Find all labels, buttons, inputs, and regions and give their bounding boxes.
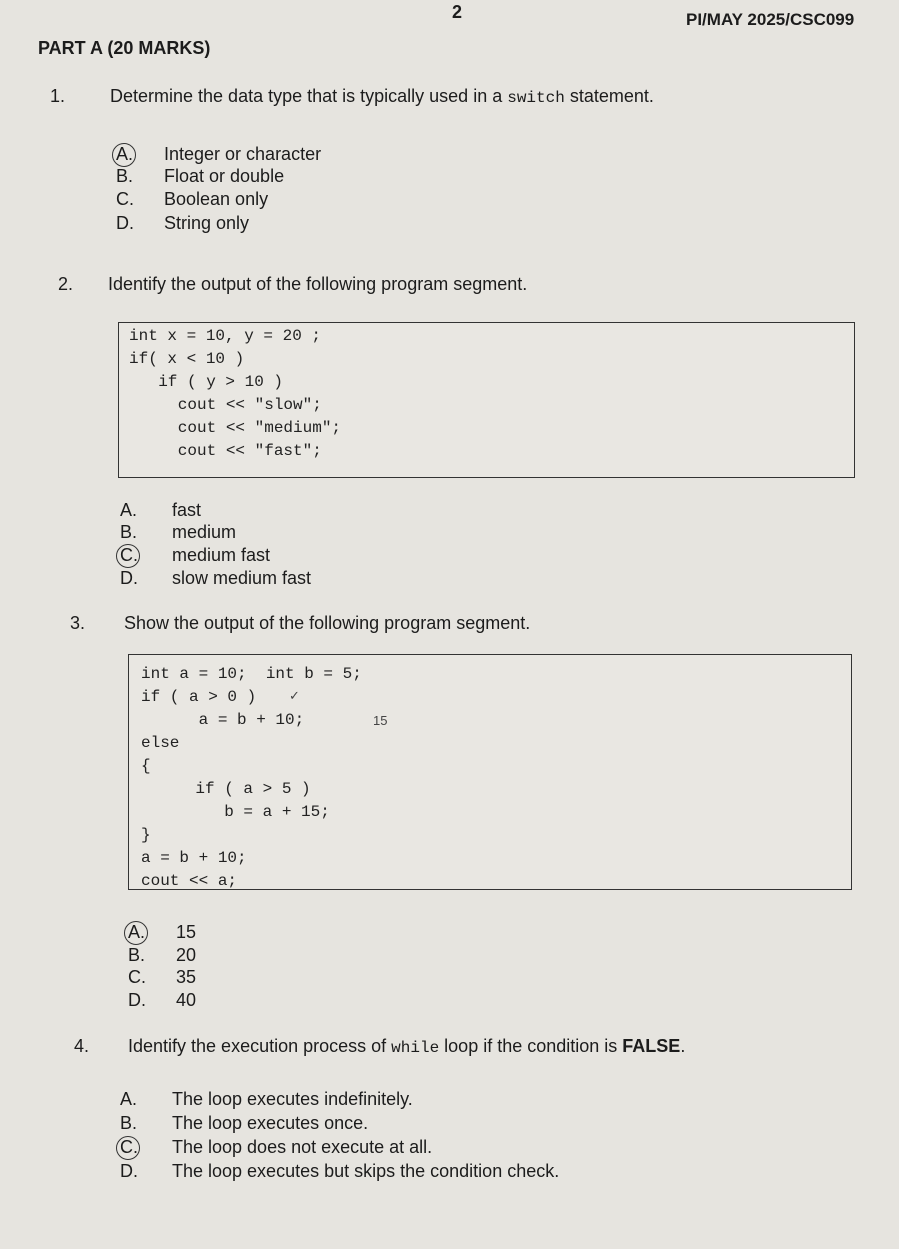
- code-line: if ( a > 0 ): [141, 688, 257, 706]
- option-text: slow medium fast: [172, 568, 312, 588]
- option-letter: D.: [120, 1161, 138, 1181]
- option-letter: B.: [120, 522, 138, 542]
- option-letter: A.: [120, 1089, 138, 1109]
- option-text: The loop executes once.: [172, 1113, 369, 1133]
- option-letter: B.: [120, 1113, 138, 1133]
- option-letter: A.: [128, 922, 146, 942]
- option-text: fast: [172, 500, 202, 520]
- code-line: cout << "medium";: [149, 419, 342, 437]
- code-line: int x = 10, y = 20 ;: [129, 327, 322, 345]
- question-number: 2.: [58, 274, 74, 294]
- code-box: [128, 654, 852, 890]
- page-number: 2: [452, 2, 463, 22]
- option-letter: A.: [120, 500, 138, 520]
- code-line: int a = 10; int b = 5;: [141, 665, 362, 683]
- code-line: b = a + 15;: [157, 803, 330, 821]
- question-text: Identify the output of the following program segment.: [108, 274, 528, 294]
- handwritten-note: 15: [373, 713, 388, 728]
- option-text: The loop executes indefinitely.: [172, 1089, 413, 1109]
- code-box: [118, 322, 855, 478]
- code-line: }: [141, 826, 151, 844]
- option-text: 20: [176, 945, 197, 965]
- handwritten-tick: ✓: [289, 688, 300, 703]
- question-number: 4.: [74, 1036, 90, 1056]
- option-text: Float or double: [164, 166, 285, 186]
- option-text: 15: [176, 922, 197, 942]
- option-letter: C.: [120, 1137, 138, 1157]
- code-line: a = b + 10;: [141, 849, 247, 867]
- exam-reference: PI/MAY 2025/CSC099: [686, 10, 855, 29]
- code-line: cout << a;: [141, 872, 238, 890]
- question-number: 3.: [70, 613, 86, 633]
- option-letter: C.: [116, 189, 134, 209]
- option-letter: C.: [120, 545, 138, 565]
- option-text: medium: [172, 522, 237, 542]
- code-line: a = b + 10;: [141, 711, 305, 729]
- question-text: Identify the execution process of while loop if the condition is FALSE.: [128, 1036, 686, 1057]
- option-text: medium fast: [172, 545, 271, 565]
- code-line: if ( a > 5 ): [157, 780, 311, 798]
- question-text: Show the output of the following program segment.: [124, 613, 531, 633]
- option-letter: C.: [128, 967, 146, 987]
- option-text: The loop executes but skips the condition check.: [172, 1161, 560, 1181]
- option-letter: B.: [128, 945, 146, 965]
- option-letter: B.: [116, 166, 134, 186]
- option-text: 35: [176, 967, 197, 987]
- code-line: {: [141, 757, 151, 775]
- option-letter: D.: [120, 568, 138, 588]
- code-line: else: [141, 734, 180, 752]
- option-letter: D.: [116, 213, 134, 233]
- code-line: if( x < 10 ): [129, 350, 245, 368]
- code-line: if ( y > 10 ): [139, 373, 284, 391]
- question-text: Determine the data type that is typically used in a switch statement.: [110, 86, 654, 107]
- code-line: cout << "fast";: [149, 442, 322, 460]
- option-text: The loop does not execute at all.: [172, 1137, 433, 1157]
- option-letter: D.: [128, 990, 146, 1010]
- option-text: 40: [176, 990, 197, 1010]
- option-text: Integer or character: [164, 144, 322, 164]
- part-title: PART A (20 MARKS): [38, 38, 211, 58]
- option-text: Boolean only: [164, 189, 269, 209]
- option-letter: A.: [116, 144, 134, 164]
- code-line: cout << "slow";: [149, 396, 322, 414]
- option-text: String only: [164, 213, 250, 233]
- question-number: 1.: [50, 86, 66, 106]
